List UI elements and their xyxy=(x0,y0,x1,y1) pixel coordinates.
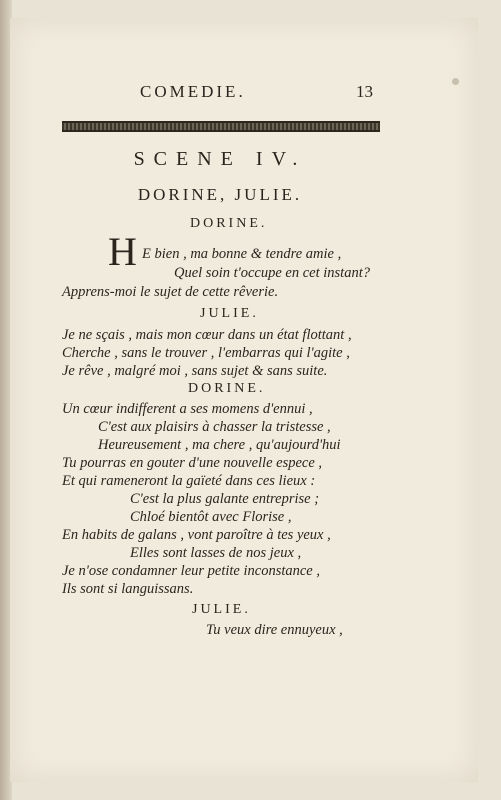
verse-line: Je n'ose condamner leur petite inconstance , xyxy=(62,563,320,579)
book-page xyxy=(10,18,478,782)
verse-line: Un cœur indifferent a ses momens d'ennui , xyxy=(62,401,313,417)
verse-line: Je rêve , malgré moi , sans sujet & sans suite. xyxy=(62,363,328,379)
speaker-dorine: DORINE. xyxy=(190,216,268,231)
verse-line: Et qui rameneront la gaïeté dans ces lieux : xyxy=(62,473,316,489)
verse-line: Tu pourras en gouter d'une nouvelle espece , xyxy=(62,455,323,471)
running-header: COMEDIE. xyxy=(140,82,246,101)
verse-line: Elles sont lasses de nos jeux , xyxy=(130,545,302,561)
page-number: 13 xyxy=(356,82,373,101)
verse-line: Tu veux dire ennuyeux , xyxy=(206,622,343,638)
speaker-julie: JULIE. xyxy=(192,602,251,617)
drop-cap: H xyxy=(108,229,137,274)
verse-line: Chloé bientôt avec Florise , xyxy=(130,509,292,525)
verse-line: Quel soin t'occupe en cet instant? xyxy=(174,265,370,281)
verse-line: Cherche , sans le trouver , l'embarras qui l'agite , xyxy=(62,345,350,361)
paper-stain xyxy=(452,78,459,85)
verse-line: Apprens-moi le sujet de cette rêverie. xyxy=(62,284,279,300)
verse-line: C'est la plus galante entreprise ; xyxy=(130,491,320,507)
verse-line: En habits de galans , vont paroître à tes yeux , xyxy=(62,527,331,543)
scene-title: SCENE IV. xyxy=(133,148,307,170)
ornamental-rule xyxy=(62,121,380,132)
speaker-dorine: DORINE. xyxy=(188,381,266,396)
verse-line: Je ne sçais , mais mon cœur dans un état flottant , xyxy=(62,327,352,343)
verse-line: C'est aux plaisirs à chasser la tristesse , xyxy=(98,419,331,435)
speaker-julie: JULIE. xyxy=(200,306,259,321)
verse-line: Heureusement , ma chere , qu'aujourd'hui xyxy=(98,437,341,453)
verse-line: E bien , ma bonne & tendre amie , xyxy=(142,246,342,262)
verse-line: Ils sont si languissans. xyxy=(62,581,194,597)
scene-cast: DORINE, JULIE. xyxy=(137,185,303,204)
